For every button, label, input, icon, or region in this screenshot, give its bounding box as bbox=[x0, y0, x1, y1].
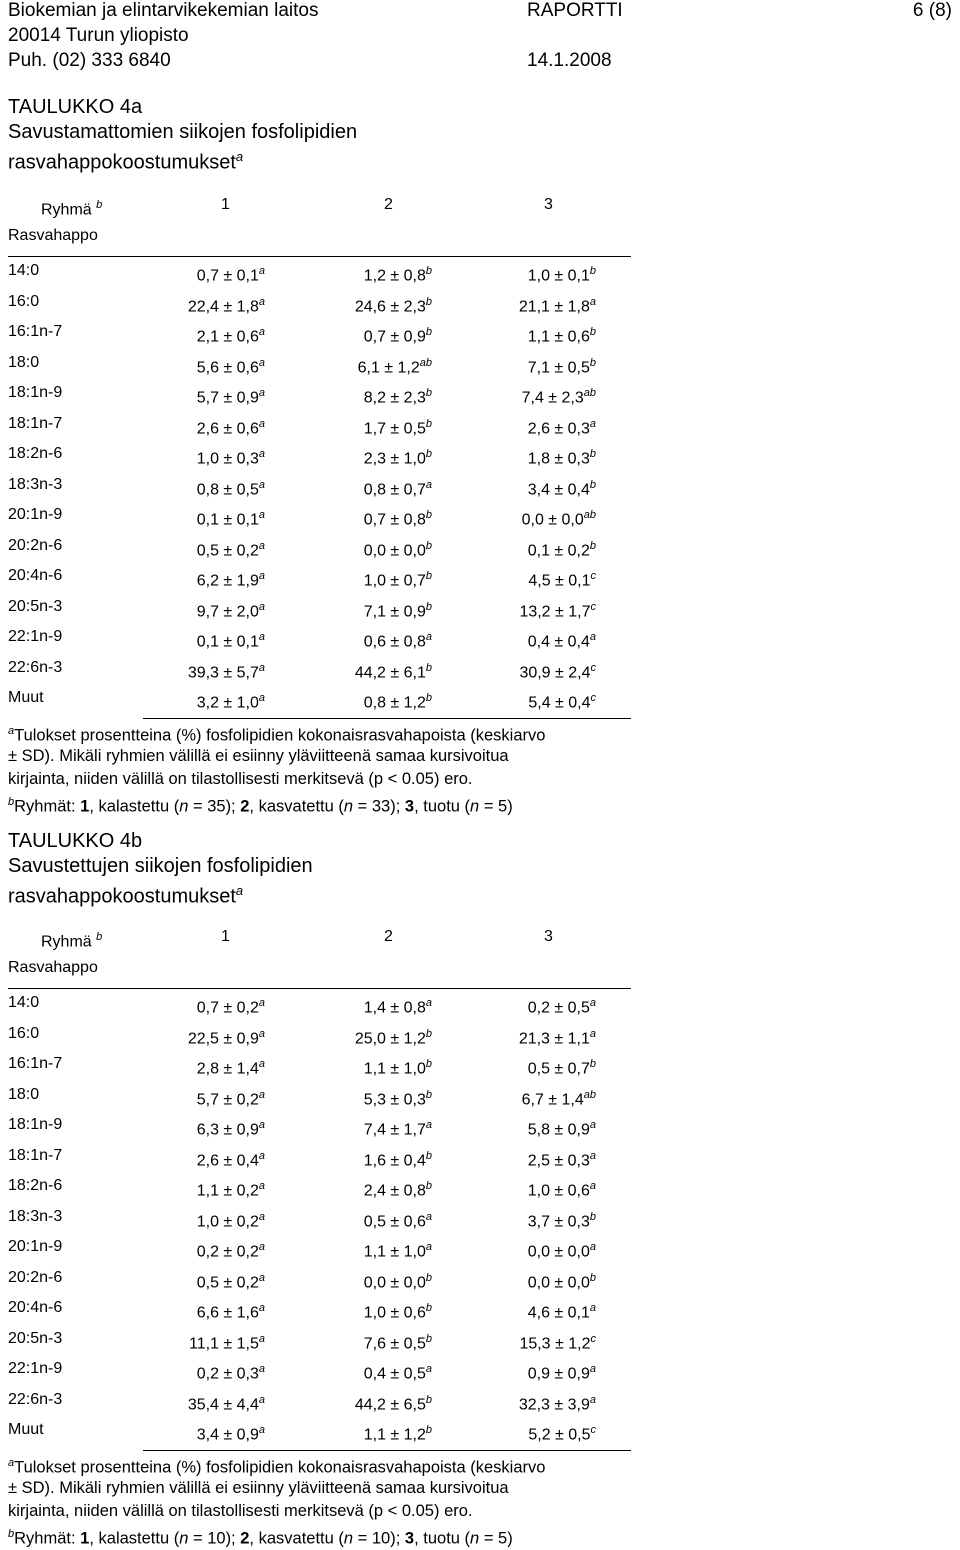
group-header: Ryhmä $^b$ bbox=[41, 199, 103, 219]
value-group-1: 35,4 ± 4,4$^a$ bbox=[187, 1394, 265, 1414]
significance-marker: a bbox=[589, 1394, 596, 1406]
significance-marker: b bbox=[589, 540, 596, 552]
value-group-3: 0,0 ± 0,0$^b$ bbox=[527, 1272, 596, 1292]
table-row bbox=[0, 1416, 960, 1444]
significance-marker: b bbox=[425, 509, 432, 521]
significance-marker: b bbox=[589, 1058, 596, 1070]
significance-marker: a bbox=[589, 1119, 596, 1131]
page-number: 6 (8) bbox=[912, 0, 952, 21]
value-group-2: 1,0 ± 0,6$^b$ bbox=[363, 1302, 432, 1322]
significance-marker: a bbox=[258, 1028, 265, 1040]
value-group-2: 1,6 ± 0,4$^b$ bbox=[363, 1150, 432, 1170]
significance-marker: a bbox=[589, 1241, 596, 1253]
fatty-acid-name: 18:1n-9 bbox=[8, 1116, 63, 1133]
value-group-3: 13,2 ± 1,7$^c$ bbox=[519, 601, 596, 621]
group-header: Ryhmä $^b$ bbox=[41, 931, 103, 951]
fatty-acid-name: Muut bbox=[8, 1421, 44, 1438]
value-group-3: 0,5 ± 0,7$^b$ bbox=[527, 1058, 596, 1078]
value-group-2: 7,6 ± 0,5$^b$ bbox=[363, 1333, 432, 1353]
value-group-3: 1,0 ± 0,6$^a$ bbox=[527, 1180, 596, 1200]
value-group-3: 6,7 ± 1,4$^{ab}$ bbox=[521, 1089, 596, 1109]
value-group-1: 0,2 ± 0,2$^a$ bbox=[196, 1241, 265, 1261]
fatty-acid-name: 20:2n-6 bbox=[8, 537, 63, 554]
significance-marker: b bbox=[425, 662, 432, 674]
significance-marker: a bbox=[425, 1119, 432, 1131]
value-group-3: 4,5 ± 0,1$^c$ bbox=[528, 570, 596, 590]
fatty-acid-name: 22:6n-3 bbox=[8, 659, 63, 676]
fatty-acid-name: 20:5n-3 bbox=[8, 598, 63, 615]
value-group-2: 7,1 ± 0,9$^b$ bbox=[363, 601, 432, 621]
significance-marker: b bbox=[425, 265, 432, 277]
table-row bbox=[0, 989, 960, 1017]
value-group-3: 1,8 ± 0,3$^b$ bbox=[527, 448, 596, 468]
value-group-1: 5,7 ± 0,9$^a$ bbox=[196, 387, 265, 407]
significance-marker: b bbox=[425, 1394, 432, 1406]
table-row bbox=[0, 593, 960, 621]
significance-marker: a bbox=[425, 1241, 432, 1253]
group-col-2: 2 bbox=[384, 196, 393, 213]
significance-marker: a bbox=[589, 1363, 596, 1375]
value-group-2: 0,4 ± 0,5$^a$ bbox=[363, 1363, 432, 1383]
significance-marker: b bbox=[425, 1424, 432, 1436]
value-group-1: 0,7 ± 0,2$^a$ bbox=[196, 997, 265, 1017]
significance-marker: a bbox=[589, 631, 596, 643]
fatty-acid-name: 16:1n-7 bbox=[8, 1055, 63, 1072]
table-label: TAULUKKO 4b bbox=[8, 830, 143, 852]
value-group-1: 0,5 ± 0,2$^a$ bbox=[196, 1272, 265, 1292]
significance-marker: c bbox=[590, 1333, 596, 1345]
significance-marker: a bbox=[589, 1180, 596, 1192]
value-group-1: 6,2 ± 1,9$^a$ bbox=[196, 570, 265, 590]
significance-marker: b bbox=[589, 448, 596, 460]
fatty-acid-name: 20:4n-6 bbox=[8, 567, 63, 584]
significance-marker: a bbox=[258, 1302, 265, 1314]
table-row bbox=[0, 1233, 960, 1261]
significance-marker: ab bbox=[419, 357, 432, 369]
value-group-1: 5,7 ± 0,2$^a$ bbox=[196, 1089, 265, 1109]
significance-marker: a bbox=[258, 1150, 265, 1162]
value-group-2: 1,4 ± 0,8$^a$ bbox=[363, 997, 432, 1017]
significance-marker: a bbox=[425, 1363, 432, 1375]
table-row bbox=[0, 257, 960, 285]
significance-marker: a bbox=[258, 448, 265, 460]
significance-marker: a bbox=[589, 1150, 596, 1162]
significance-marker: a bbox=[258, 631, 265, 643]
fatty-acid-name: 20:5n-3 bbox=[8, 1330, 63, 1347]
fatty-acid-name: 16:1n-7 bbox=[8, 323, 63, 340]
significance-marker: b bbox=[425, 326, 432, 338]
value-group-2: 0,5 ± 0,6$^a$ bbox=[363, 1211, 432, 1231]
value-group-3: 0,2 ± 0,5$^a$ bbox=[527, 997, 596, 1017]
significance-marker: a bbox=[258, 357, 265, 369]
value-group-3: 1,0 ± 0,1$^b$ bbox=[527, 265, 596, 285]
value-group-2: 7,4 ± 1,7$^a$ bbox=[363, 1119, 432, 1139]
table-title-line2: rasvahappokoostumukset$^a$ bbox=[8, 149, 244, 174]
significance-marker: c bbox=[590, 1424, 596, 1436]
significance-marker: a bbox=[258, 1424, 265, 1436]
value-group-1: 3,4 ± 0,9$^a$ bbox=[196, 1424, 265, 1444]
value-group-3: 21,3 ± 1,1$^a$ bbox=[518, 1028, 596, 1048]
significance-marker: b bbox=[589, 1272, 596, 1284]
value-group-3: 2,6 ± 0,3$^a$ bbox=[527, 418, 596, 438]
value-group-2: 5,3 ± 0,3$^b$ bbox=[363, 1089, 432, 1109]
value-group-2: 25,0 ± 1,2$^b$ bbox=[354, 1028, 432, 1048]
value-group-2: 0,7 ± 0,9$^b$ bbox=[363, 326, 432, 346]
table-row bbox=[0, 410, 960, 438]
fatty-acid-name: 16:0 bbox=[8, 293, 40, 310]
significance-marker: a bbox=[425, 997, 432, 1009]
group-col-1: 1 bbox=[221, 928, 230, 945]
significance-marker: b bbox=[425, 601, 432, 613]
fatty-acid-name: 18:1n-7 bbox=[8, 415, 63, 432]
fatty-acid-name: 18:2n-6 bbox=[8, 1177, 63, 1194]
significance-marker: b bbox=[425, 296, 432, 308]
value-group-3: 0,0 ± 0,0$^a$ bbox=[527, 1241, 596, 1261]
value-group-2: 0,0 ± 0,0$^b$ bbox=[363, 540, 432, 560]
group-col-3: 3 bbox=[544, 196, 553, 213]
footnote-a: $^a$Tulokset prosentteina (%) fosfolipidien kokonaisrasvahapoista (keskiarvo bbox=[8, 1457, 546, 1477]
value-group-1: 2,6 ± 0,4$^a$ bbox=[196, 1150, 265, 1170]
value-group-2: 0,8 ± 1,2$^b$ bbox=[363, 692, 432, 712]
significance-marker: b bbox=[425, 1089, 432, 1101]
fatty-acid-name: 18:3n-3 bbox=[8, 1208, 63, 1225]
significance-marker: a bbox=[258, 1211, 265, 1223]
group-col-1: 1 bbox=[221, 196, 230, 213]
table-bottom-rule bbox=[143, 1450, 631, 1451]
value-group-1: 0,5 ± 0,2$^a$ bbox=[196, 540, 265, 560]
significance-marker: b bbox=[589, 265, 596, 277]
table-row bbox=[0, 1172, 960, 1200]
value-group-2: 1,1 ± 1,0$^a$ bbox=[363, 1241, 432, 1261]
significance-marker: b bbox=[425, 1150, 432, 1162]
footnote-a-line3: kirjainta, niiden välillä on tilastollisesti merkitsevä (p < 0.05) ero. bbox=[8, 770, 473, 788]
significance-marker: a bbox=[258, 418, 265, 430]
significance-marker: a bbox=[258, 479, 265, 491]
significance-marker: a bbox=[258, 509, 265, 521]
significance-marker: b bbox=[425, 1272, 432, 1284]
value-group-3: 32,3 ± 3,9$^a$ bbox=[518, 1394, 596, 1414]
significance-marker: a bbox=[425, 479, 432, 491]
significance-marker: a bbox=[258, 1180, 265, 1192]
significance-marker: b bbox=[425, 1333, 432, 1345]
table-row bbox=[0, 349, 960, 377]
significance-marker: c bbox=[590, 662, 596, 674]
value-group-3: 7,4 ± 2,3$^{ab}$ bbox=[521, 387, 596, 407]
value-group-2: 0,0 ± 0,0$^b$ bbox=[363, 1272, 432, 1292]
table-row bbox=[0, 379, 960, 407]
fatty-acid-name: 18:0 bbox=[8, 1086, 40, 1103]
value-group-3: 15,3 ± 1,2$^c$ bbox=[519, 1333, 596, 1353]
group-col-2: 2 bbox=[384, 928, 393, 945]
fatty-acid-name: 20:4n-6 bbox=[8, 1299, 63, 1316]
significance-marker: a bbox=[258, 1089, 265, 1101]
significance-marker: ab bbox=[583, 1089, 596, 1101]
significance-marker: b bbox=[425, 1058, 432, 1070]
department-name: Biokemian ja elintarvikekemian laitos bbox=[8, 0, 319, 21]
value-group-2: 1,7 ± 0,5$^b$ bbox=[363, 418, 432, 438]
significance-marker: b bbox=[425, 448, 432, 460]
fatty-acid-name: Muut bbox=[8, 689, 44, 706]
row-header: Rasvahappo bbox=[8, 959, 98, 976]
table-row bbox=[0, 1264, 960, 1292]
value-group-1: 3,2 ± 1,0$^a$ bbox=[196, 692, 265, 712]
value-group-1: 0,7 ± 0,1$^a$ bbox=[196, 265, 265, 285]
fatty-acid-name: 18:2n-6 bbox=[8, 445, 63, 462]
value-group-3: 21,1 ± 1,8$^a$ bbox=[518, 296, 596, 316]
fatty-acid-name: 18:0 bbox=[8, 354, 40, 371]
significance-marker: b bbox=[589, 357, 596, 369]
footnote-a-line2: ± SD). Mikäli ryhmien välillä ei esiinny yläviitteenä samaa kursivoitua bbox=[8, 1479, 509, 1497]
fatty-acid-name: 20:2n-6 bbox=[8, 1269, 63, 1286]
fatty-acid-name: 14:0 bbox=[8, 262, 40, 279]
table-row bbox=[0, 1294, 960, 1322]
table-row bbox=[0, 684, 960, 712]
significance-marker: a bbox=[258, 997, 265, 1009]
report-label: RAPORTTI bbox=[527, 0, 623, 21]
significance-marker: a bbox=[258, 692, 265, 704]
significance-marker: a bbox=[258, 601, 265, 613]
significance-marker: a bbox=[258, 570, 265, 582]
fatty-acid-name: 22:1n-9 bbox=[8, 628, 63, 645]
significance-marker: a bbox=[258, 265, 265, 277]
value-group-3: 1,1 ± 0,6$^b$ bbox=[527, 326, 596, 346]
significance-marker: b bbox=[425, 540, 432, 552]
value-group-2: 2,3 ± 1,0$^b$ bbox=[363, 448, 432, 468]
significance-marker: a bbox=[258, 1058, 265, 1070]
value-group-2: 0,8 ± 0,7$^a$ bbox=[363, 479, 432, 499]
value-group-3: 0,0 ± 0,0$^{ab}$ bbox=[521, 509, 596, 529]
table-row bbox=[0, 623, 960, 651]
table-row bbox=[0, 1050, 960, 1078]
fatty-acid-name: 18:1n-9 bbox=[8, 384, 63, 401]
value-group-3: 0,9 ± 0,9$^a$ bbox=[527, 1363, 596, 1383]
significance-marker: a bbox=[589, 997, 596, 1009]
value-group-1: 22,5 ± 0,9$^a$ bbox=[187, 1028, 265, 1048]
footnote-a: $^a$Tulokset prosentteina (%) fosfolipidien kokonaisrasvahapoista (keskiarvo bbox=[8, 725, 546, 745]
value-group-1: 6,3 ± 0,9$^a$ bbox=[196, 1119, 265, 1139]
phone-number: Puh. (02) 333 6840 bbox=[8, 50, 171, 71]
value-group-1: 5,6 ± 0,6$^a$ bbox=[196, 357, 265, 377]
value-group-1: 22,4 ± 1,8$^a$ bbox=[187, 296, 265, 316]
value-group-1: 39,3 ± 5,7$^a$ bbox=[187, 662, 265, 682]
value-group-1: 2,6 ± 0,6$^a$ bbox=[196, 418, 265, 438]
significance-marker: c bbox=[590, 692, 596, 704]
footnote-b: $^b$Ryhmät: 1, kalastettu (n = 35); 2, kasvatettu (n = 33); 3, tuotu (n = 5) bbox=[8, 796, 513, 816]
value-group-1: 2,1 ± 0,6$^a$ bbox=[196, 326, 265, 346]
significance-marker: c bbox=[590, 570, 596, 582]
value-group-3: 3,7 ± 0,3$^b$ bbox=[527, 1211, 596, 1231]
table-row bbox=[0, 318, 960, 346]
significance-marker: a bbox=[258, 1333, 265, 1345]
table-title-line2: rasvahappokoostumukset$^a$ bbox=[8, 883, 244, 908]
fatty-acid-name: 14:0 bbox=[8, 994, 40, 1011]
significance-marker: b bbox=[425, 570, 432, 582]
table-row bbox=[0, 1111, 960, 1139]
table-row bbox=[0, 501, 960, 529]
footnote-a-line2: ± SD). Mikäli ryhmien välillä ei esiinny yläviitteenä samaa kursivoitua bbox=[8, 747, 509, 765]
significance-marker: b bbox=[589, 326, 596, 338]
value-group-3: 2,5 ± 0,3$^a$ bbox=[527, 1150, 596, 1170]
value-group-1: 2,8 ± 1,4$^a$ bbox=[196, 1058, 265, 1078]
value-group-2: 2,4 ± 0,8$^b$ bbox=[363, 1180, 432, 1200]
row-header: Rasvahappo bbox=[8, 227, 98, 244]
significance-marker: b bbox=[425, 387, 432, 399]
value-group-3: 5,2 ± 0,5$^c$ bbox=[528, 1424, 596, 1444]
value-group-2: 1,1 ± 1,0$^b$ bbox=[363, 1058, 432, 1078]
value-group-2: 6,1 ± 1,2$^{ab}$ bbox=[357, 357, 432, 377]
value-group-2: 44,2 ± 6,5$^b$ bbox=[354, 1394, 432, 1414]
significance-marker: b bbox=[589, 1211, 596, 1223]
value-group-2: 8,2 ± 2,3$^b$ bbox=[363, 387, 432, 407]
value-group-2: 1,2 ± 0,8$^b$ bbox=[363, 265, 432, 285]
significance-marker: b bbox=[425, 1180, 432, 1192]
significance-marker: a bbox=[589, 1302, 596, 1314]
value-group-1: 0,1 ± 0,1$^a$ bbox=[196, 631, 265, 651]
table-row bbox=[0, 1325, 960, 1353]
value-group-2: 44,2 ± 6,1$^b$ bbox=[354, 662, 432, 682]
significance-marker: a bbox=[258, 296, 265, 308]
footnote-marker: a bbox=[235, 883, 244, 898]
value-group-1: 6,6 ± 1,6$^a$ bbox=[196, 1302, 265, 1322]
fatty-acid-name: 22:1n-9 bbox=[8, 1360, 63, 1377]
value-group-1: 11,1 ± 1,5$^a$ bbox=[189, 1333, 265, 1353]
table-row bbox=[0, 1081, 960, 1109]
value-group-2: 24,6 ± 2,3$^b$ bbox=[354, 296, 432, 316]
table-row bbox=[0, 1386, 960, 1414]
table-row bbox=[0, 1203, 960, 1231]
value-group-1: 1,0 ± 0,2$^a$ bbox=[196, 1211, 265, 1231]
table-title: Savustettujen siikojen fosfolipidien bbox=[8, 855, 313, 877]
value-group-3: 5,4 ± 0,4$^c$ bbox=[528, 692, 596, 712]
significance-marker: a bbox=[589, 296, 596, 308]
value-group-2: 1,1 ± 1,2$^b$ bbox=[363, 1424, 432, 1444]
table-row bbox=[0, 1355, 960, 1383]
table-label: TAULUKKO 4a bbox=[8, 96, 143, 118]
fatty-acid-name: 22:6n-3 bbox=[8, 1391, 63, 1408]
significance-marker: b bbox=[425, 1302, 432, 1314]
significance-marker: a bbox=[258, 1394, 265, 1406]
value-group-3: 0,1 ± 0,2$^b$ bbox=[527, 540, 596, 560]
significance-marker: a bbox=[258, 1241, 265, 1253]
table-row bbox=[0, 562, 960, 590]
value-group-2: 0,6 ± 0,8$^a$ bbox=[363, 631, 432, 651]
significance-marker: a bbox=[258, 662, 265, 674]
footnote-b: $^b$Ryhmät: 1, kalastettu (n = 10); 2, kasvatettu (n = 10); 3, tuotu (n = 5) bbox=[8, 1528, 513, 1548]
value-group-1: 1,1 ± 0,2$^a$ bbox=[196, 1180, 265, 1200]
fatty-acid-name: 16:0 bbox=[8, 1025, 40, 1042]
significance-marker: a bbox=[425, 631, 432, 643]
significance-marker: a bbox=[258, 326, 265, 338]
value-group-1: 0,8 ± 0,5$^a$ bbox=[196, 479, 265, 499]
significance-marker: a bbox=[425, 1211, 432, 1223]
value-group-3: 7,1 ± 0,5$^b$ bbox=[527, 357, 596, 377]
value-group-3: 0,4 ± 0,4$^a$ bbox=[527, 631, 596, 651]
significance-marker: b bbox=[589, 479, 596, 491]
significance-marker: ab bbox=[583, 509, 596, 521]
value-group-3: 4,6 ± 0,1$^a$ bbox=[527, 1302, 596, 1322]
significance-marker: a bbox=[258, 1363, 265, 1375]
significance-marker: b bbox=[425, 418, 432, 430]
postal-address: 20014 Turun yliopisto bbox=[8, 25, 189, 46]
significance-marker: b bbox=[425, 1028, 432, 1040]
significance-marker: a bbox=[258, 1272, 265, 1284]
table-row bbox=[0, 1142, 960, 1170]
table-row bbox=[0, 1020, 960, 1048]
fatty-acid-name: 20:1n-9 bbox=[8, 506, 63, 523]
value-group-3: 5,8 ± 0,9$^a$ bbox=[527, 1119, 596, 1139]
significance-marker: a bbox=[589, 418, 596, 430]
value-group-1: 0,2 ± 0,3$^a$ bbox=[196, 1363, 265, 1383]
footnote-a-line3: kirjainta, niiden välillä on tilastollisesti merkitsevä (p < 0.05) ero. bbox=[8, 1502, 473, 1520]
table-bottom-rule bbox=[143, 718, 631, 719]
table-row bbox=[0, 440, 960, 468]
significance-marker: ab bbox=[583, 387, 596, 399]
significance-marker: a bbox=[258, 540, 265, 552]
fatty-acid-name: 18:1n-7 bbox=[8, 1147, 63, 1164]
fatty-acid-name: 20:1n-9 bbox=[8, 1238, 63, 1255]
table-row bbox=[0, 288, 960, 316]
significance-marker: b bbox=[425, 692, 432, 704]
fatty-acid-name: 18:3n-3 bbox=[8, 476, 63, 493]
value-group-2: 1,0 ± 0,7$^b$ bbox=[363, 570, 432, 590]
value-group-2: 0,7 ± 0,8$^b$ bbox=[363, 509, 432, 529]
report-date: 14.1.2008 bbox=[527, 50, 612, 71]
significance-marker: c bbox=[590, 601, 596, 613]
significance-marker: a bbox=[258, 387, 265, 399]
footnote-marker: a bbox=[235, 149, 244, 164]
significance-marker: a bbox=[589, 1028, 596, 1040]
value-group-3: 30,9 ± 2,4$^c$ bbox=[519, 662, 596, 682]
value-group-1: 9,7 ± 2,0$^a$ bbox=[196, 601, 265, 621]
table-title: Savustamattomien siikojen fosfolipidien bbox=[8, 121, 358, 143]
table-row bbox=[0, 471, 960, 499]
significance-marker: a bbox=[258, 1119, 265, 1131]
group-col-3: 3 bbox=[544, 928, 553, 945]
value-group-1: 0,1 ± 0,1$^a$ bbox=[196, 509, 265, 529]
table-row bbox=[0, 654, 960, 682]
value-group-1: 1,0 ± 0,3$^a$ bbox=[196, 448, 265, 468]
value-group-3: 3,4 ± 0,4$^b$ bbox=[527, 479, 596, 499]
table-row bbox=[0, 532, 960, 560]
